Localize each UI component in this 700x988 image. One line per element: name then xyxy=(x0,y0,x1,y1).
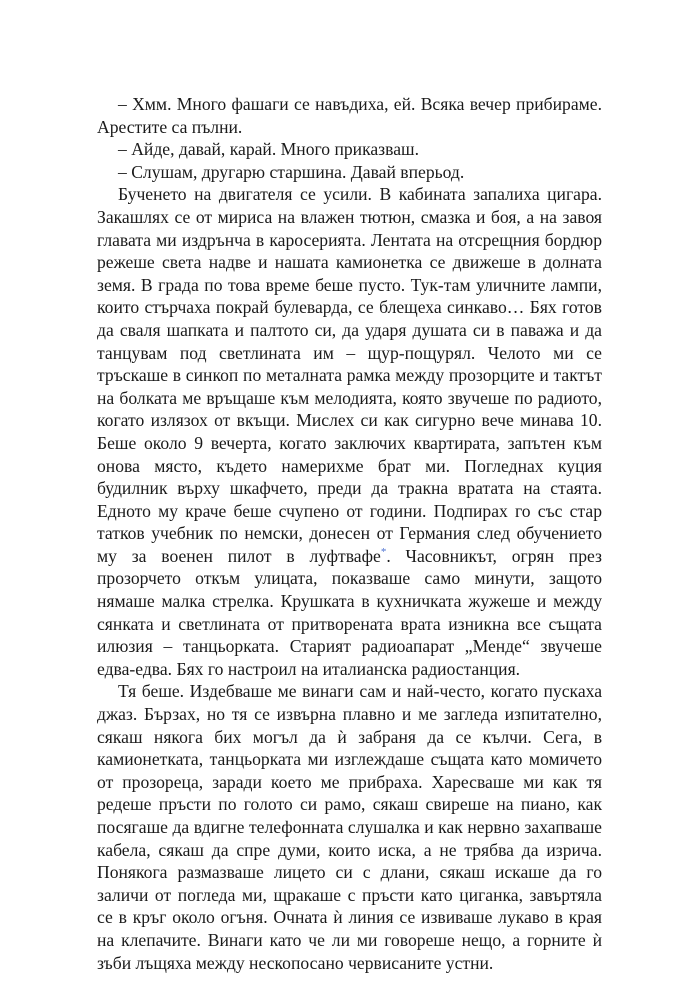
dialogue-paragraph-2: – Айде, давай, карай. Много приказваш. xyxy=(118,139,419,160)
narrative-paragraph-2: Тя беше. Издебваше ме винаги сам и най-често, когато пускаха джаз. Бързах, но тя се извърна плавно и ме загледа изпитателно, сякаш някога бих могъл да ѝ забраня да се кълчи. Сега, в камионетката, танцьорката ми изглеждаше същата като момичето от прозореца, заради което ме прибраха. Харесваше ми как тя редеше пръсти по голото си рамо, сякаш свиреше на пиано, как посягаше да вдигне телефонната слушалка и как нервно захапваше кабела, сякаш да спре думи, които иска, а не трябва да изрича. Понякога размазваше лицето си с длани, сякаш искаше да го заличи от погледа ми, щракаше с пръсти като циганка, завъртяла се в кръг около огъня. Очната ѝ линия се извиваше лукаво в края на клепачите. Винаги като че ли ми говореше нещо, а горните ѝ зъби лъщяха между нескопосано червисаните устни. xyxy=(97,681,602,973)
narrative-paragraph-1-part-1: Бученето на двигателя се усили. В кабината запалиха цигара. Закашлях се от мириса на влажен тютюн, смазка и боя, а на завоя главата ми издрънча в каросерията. Лентата на отсрещния бордюр режеше света надве и нашата камионетка се движеше в долната земя. В града по това време беше пусто. Тук-там уличните лампи, които стърчаха покрай булеварда, се блещеха синкаво… Бях готов да сваля шапката и палтото си, да ударя душата си в паважа и да танцувам под светлината им – щур-пощурял. Челото ми се тръскаше в синкоп по металната рамка между прозорците и тактът на болката ме връщаше към мелодията, която звучеше по радиото, когато излязох от вкъщи. Мислех си как сигурно вече минава 10. Беше около 9 вечерта, когато заключих квартирата, запътен към онова място, където намерихме брат ми. Погледнах куция будилник върху шкафчето, преди да тракна вратата на стаята. Едното му краче беше счупено от години. Подпирах го със стар татков учебник по немски, донесен от Германия след обучението му за военен пилот в луфтвафе xyxy=(97,184,602,566)
narrative-paragraph-1-part-2: . Часовникът, огрян през прозорчето откъм улицата, показваше само минути, защото нямаше малка стрелка. Крушката в кухничката жужеше и между сянката и светлината от притворената врата изникна все същата илюзия – танцьорката. Старият радиоапарат „Менде“ звучеше едва-едва. Бях го настроил на италианска радиостанция. xyxy=(97,545,602,679)
narrative-paragraph-1 xyxy=(97,183,602,680)
dialogue-paragraph-1: – Хмм. Много фашаги се навъдиха, ей. Всяка вечер прибираме. Арестите са пълни. xyxy=(97,94,602,137)
footnote-link[interactable]: * xyxy=(380,546,387,559)
body-text xyxy=(97,93,602,974)
dialogue-paragraph-3: – Слушам, другарю старшина. Давай вперьод. xyxy=(118,161,465,182)
